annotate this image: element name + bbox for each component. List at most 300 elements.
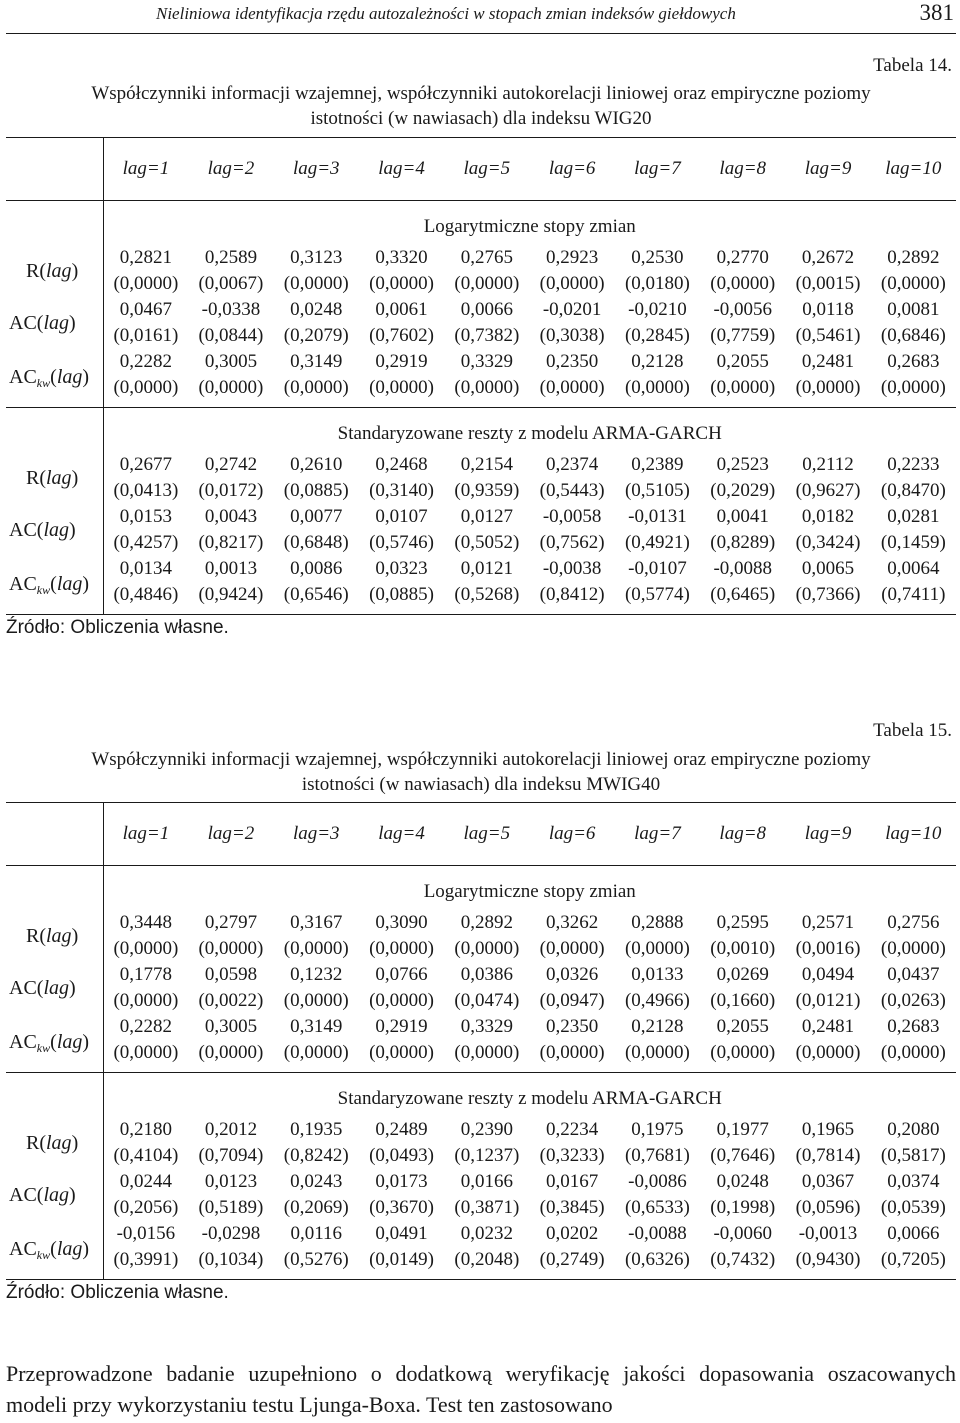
- coefficient-cell: 0,0269: [716, 964, 769, 985]
- lag-header: lag=7: [615, 138, 700, 201]
- coefficient-cell: 0,2756: [887, 912, 940, 933]
- coefficient-cell: 0,2595: [716, 912, 769, 933]
- pvalue-cell: (0,3140): [369, 480, 434, 501]
- coefficient-cell: 0,2154: [460, 454, 513, 475]
- pvalue-cell: (0,0413): [113, 480, 179, 501]
- pvalue-row: [6, 323, 956, 349]
- pvalue-cell: (0,0010): [710, 938, 776, 959]
- pvalue-cell: (0,0000): [113, 273, 179, 294]
- coefficient-cell: 0,0248: [290, 299, 343, 320]
- pvalue-cell: (0,2749): [529, 1247, 614, 1280]
- pvalue-cell: (0,0000): [369, 990, 434, 1011]
- coefficient-cell: 0,2128: [631, 1016, 684, 1037]
- pvalue-cell: (0,6465): [700, 582, 785, 615]
- lag-symbol: lag: [46, 260, 72, 282]
- section-title: Logarytmiczne stopy zmian: [423, 881, 636, 902]
- lag-header: lag=9: [785, 138, 870, 201]
- coefficient-cell: -0,0201: [542, 299, 602, 320]
- coefficient-cell: 0,2234: [546, 1119, 599, 1140]
- table-row: [6, 452, 956, 478]
- coefficient-cell: 0,2919: [375, 1016, 428, 1037]
- pvalue-row: [6, 1040, 956, 1073]
- table-row: [6, 504, 956, 530]
- coefficient-cell: 0,3262: [546, 912, 599, 933]
- pvalue-cell: (0,2069): [283, 1197, 349, 1218]
- pvalue-cell: (0,0493): [369, 1145, 434, 1166]
- coefficient-cell: -0,0056: [713, 299, 773, 320]
- coefficient-cell: -0,0013: [798, 1223, 858, 1244]
- section-row: [6, 408, 956, 453]
- coefficient-cell: 0,2389: [631, 454, 684, 475]
- coefficient-cell: 0,0386: [460, 964, 513, 985]
- coefficient-cell: 0,0043: [204, 506, 258, 527]
- coefficient-cell: 0,2390: [460, 1119, 513, 1140]
- section-title: Standaryzowane reszty z modelu ARMA-GARCH: [337, 423, 722, 444]
- row-label-empty: [6, 408, 103, 453]
- table-row: [6, 349, 956, 375]
- running-title: Nieliniowa identyfikacja rzędu autozależności w stopach zmian indeksów giełdowych: [156, 4, 736, 23]
- pvalue-cell: (0,4257): [113, 532, 179, 553]
- pvalue-cell: (0,0000): [188, 375, 273, 408]
- lag-header: lag=6: [529, 138, 614, 201]
- coefficient-cell: 0,0326: [546, 964, 599, 985]
- pvalue-cell: (0,0016): [795, 938, 861, 959]
- coefficient-cell: 0,2892: [887, 247, 940, 268]
- pvalue-cell: (0,0000): [283, 938, 349, 959]
- lag-header: lag=1: [103, 803, 188, 866]
- pvalue-cell: (0,4921): [624, 532, 690, 553]
- pvalue-cell: (0,0885): [283, 480, 349, 501]
- lag-symbol: lag: [56, 1238, 83, 1260]
- coefficient-cell: 0,2892: [460, 912, 513, 933]
- pvalue-cell: (0,0000): [369, 273, 434, 294]
- row-label: AC(lag): [6, 504, 103, 556]
- coefficient-cell: 0,2530: [631, 247, 684, 268]
- pvalue-cell: (0,0000): [359, 375, 444, 408]
- pvalue-cell: (0,2079): [283, 325, 349, 346]
- pvalue-cell: (0,0000): [615, 1040, 700, 1073]
- pvalue-cell: (0,0000): [624, 938, 690, 959]
- row-label: AC(lag): [6, 962, 103, 1014]
- pvalue-cell: (0,0161): [113, 325, 179, 346]
- pvalue-row: [6, 530, 956, 556]
- pvalue-cell: (0,0015): [795, 273, 861, 294]
- pvalue-cell: (0,0000): [700, 1040, 785, 1073]
- pvalue-cell: (0,0000): [785, 1040, 870, 1073]
- row-label: AC(lag): [6, 1169, 103, 1221]
- lag-header: lag=10: [871, 138, 956, 201]
- caption-line: Współczynniki informacji wzajemnej, współczynniki autokorelacji liniowej oraz empiryczne poziomy: [91, 749, 871, 770]
- table-row: [6, 556, 956, 582]
- coefficient-cell: 0,2012: [204, 1119, 258, 1140]
- pvalue-cell: (0,7432): [700, 1247, 785, 1280]
- pvalue-cell: (0,0000): [880, 938, 946, 959]
- pvalue-cell: (0,9424): [188, 582, 273, 615]
- pvalue-cell: (0,3670): [369, 1197, 434, 1218]
- coefficient-cell: 0,0107: [375, 506, 428, 527]
- coefficient-cell: 0,0061: [375, 299, 428, 320]
- pvalue-cell: (0,0000): [710, 273, 776, 294]
- pvalue-cell: (0,9627): [795, 480, 861, 501]
- coefficient-cell: -0,0088: [628, 1223, 687, 1244]
- pvalue-cell: (0,5105): [624, 480, 690, 501]
- pvalue-cell: (0,6846): [880, 325, 946, 346]
- pvalue-cell: (0,8289): [710, 532, 776, 553]
- pvalue-cell: (0,0000): [880, 273, 946, 294]
- coefficient-cell: 0,0167: [546, 1171, 599, 1192]
- pvalue-row: [6, 1195, 956, 1221]
- table-head: [6, 803, 956, 866]
- pvalue-cell: (0,0067): [198, 273, 264, 294]
- table-row: [6, 910, 956, 936]
- row-label: $AC_{kw}(lag)$: [6, 1014, 103, 1073]
- pvalue-cell: (0,6546): [274, 582, 359, 615]
- coefficient-cell: 0,0077: [290, 506, 343, 527]
- coefficient-cell: 0,2481: [801, 1016, 855, 1037]
- coefficient-cell: -0,0338: [201, 299, 261, 320]
- coefficient-cell: 0,2821: [119, 247, 173, 268]
- section-title: Logarytmiczne stopy zmian: [423, 216, 636, 237]
- pvalue-cell: (0,7366): [785, 582, 870, 615]
- coefficient-cell: 0,0118: [802, 299, 854, 320]
- lag-symbol: lag: [43, 519, 70, 541]
- coefficient-cell: -0,0038: [542, 558, 602, 579]
- pvalue-cell: (0,0000): [785, 375, 870, 408]
- coefficient-cell: 0,3448: [119, 912, 173, 933]
- coefficient-cell: 0,2282: [119, 351, 173, 372]
- coefficient-cell: -0,0107: [628, 558, 687, 579]
- coefficient-cell: 0,2080: [887, 1119, 940, 1140]
- table-row: [6, 1221, 956, 1247]
- lag-symbol: lag: [46, 925, 72, 947]
- coefficient-cell: 0,3005: [204, 1016, 258, 1037]
- pvalue-cell: (0,4846): [103, 582, 188, 615]
- pvalue-cell: (0,0000): [615, 375, 700, 408]
- row-label-empty: [6, 1073, 103, 1118]
- coefficient-cell: -0,0060: [713, 1223, 773, 1244]
- coefficient-cell: 0,3167: [290, 912, 343, 933]
- lag-header: lag=5: [444, 803, 529, 866]
- lag-header: lag=8: [700, 138, 785, 201]
- pvalue-row: [6, 375, 956, 408]
- table-row: [6, 1014, 956, 1040]
- pvalue-cell: (0,3871): [454, 1197, 520, 1218]
- table-head: [6, 138, 956, 201]
- pvalue-cell: (0,0000): [113, 938, 179, 959]
- pvalue-cell: (0,0000): [539, 273, 605, 294]
- pvalue-cell: (0,0000): [529, 375, 614, 408]
- table-caption: [6, 747, 956, 797]
- lag-symbol: lag: [56, 1031, 83, 1053]
- pvalue-cell: (0,1660): [710, 990, 776, 1011]
- coefficient-cell: -0,0156: [116, 1223, 176, 1244]
- pvalue-cell: (0,7681): [624, 1145, 690, 1166]
- coefficient-cell: 0,0182: [801, 506, 855, 527]
- pvalue-cell: (0,1998): [710, 1197, 776, 1218]
- lag-symbol: lag: [56, 573, 83, 595]
- coefficient-cell: 0,0248: [716, 1171, 769, 1192]
- coefficient-cell: 0,3329: [460, 351, 513, 372]
- coefficient-cell: 0,2765: [460, 247, 513, 268]
- pvalue-cell: (0,7205): [871, 1247, 956, 1280]
- caption-line: istotności (w nawiasach) dla indeksu MWIG40: [301, 774, 661, 795]
- lag-header: lag=5: [444, 138, 529, 201]
- pvalue-cell: (0,5189): [198, 1197, 264, 1218]
- coefficient-cell: 0,2677: [119, 454, 173, 475]
- section-row: [6, 866, 956, 911]
- pvalue-cell: (0,0172): [198, 480, 264, 501]
- pvalue-row: [6, 1247, 956, 1280]
- running-header: [6, 0, 956, 34]
- pvalue-cell: (0,5461): [795, 325, 861, 346]
- pvalue-row: [6, 582, 956, 615]
- pvalue-cell: (0,5817): [880, 1145, 946, 1166]
- section-row: [6, 201, 956, 246]
- coefficient-cell: 0,0064: [887, 558, 940, 579]
- lag-header: lag=2: [188, 138, 273, 201]
- coefficient-cell: 0,0374: [887, 1171, 940, 1192]
- pvalue-cell: (0,0000): [369, 938, 434, 959]
- coefficient-cell: 0,2919: [375, 351, 428, 372]
- pvalue-cell: (0,7759): [710, 325, 776, 346]
- pvalue-cell: (0,6326): [615, 1247, 700, 1280]
- pvalue-cell: (0,8217): [198, 532, 264, 553]
- pvalue-cell: (0,7646): [710, 1145, 776, 1166]
- coefficient-cell: -0,0086: [628, 1171, 687, 1192]
- pvalue-cell: (0,3038): [539, 325, 605, 346]
- subscript: kw: [36, 376, 51, 390]
- coefficient-cell: 0,2055: [716, 351, 769, 372]
- section-row: [6, 1073, 956, 1118]
- coefficient-cell: 0,0202: [546, 1223, 599, 1244]
- pvalue-cell: (0,9359): [454, 480, 520, 501]
- coefficient-cell: 0,2888: [631, 912, 684, 933]
- row-label: $AC_{kw}(lag)$: [6, 1221, 103, 1280]
- pvalue-cell: (0,5746): [369, 532, 434, 553]
- pvalue-cell: (0,0000): [871, 1040, 956, 1073]
- coefficient-cell: 0,2350: [546, 351, 599, 372]
- pvalue-cell: (0,6848): [283, 532, 349, 553]
- lag-header: lag=2: [188, 803, 273, 866]
- pvalue-cell: (0,0000): [283, 273, 349, 294]
- pvalue-cell: (0,8242): [283, 1145, 349, 1166]
- coefficient-cell: 0,2683: [887, 351, 940, 372]
- pvalue-cell: (0,0022): [198, 990, 264, 1011]
- lag-header: lag=3: [274, 803, 359, 866]
- coefficient-cell: 0,3149: [290, 351, 343, 372]
- coefficient-cell: 0,0323: [375, 558, 428, 579]
- pvalue-cell: (0,7562): [539, 532, 605, 553]
- pvalue-cell: (0,1459): [880, 532, 946, 553]
- coefficient-cell: 0,0116: [290, 1223, 343, 1244]
- pvalue-cell: (0,5276): [274, 1247, 359, 1280]
- pvalue-cell: (0,8470): [880, 480, 946, 501]
- pvalue-cell: (0,8412): [529, 582, 614, 615]
- page-number: 381: [919, 0, 954, 25]
- subscript: kw: [36, 1248, 51, 1262]
- pvalue-cell: (0,4104): [113, 1145, 179, 1166]
- pvalue-cell: (0,0263): [880, 990, 946, 1011]
- coefficient-cell: 0,2350: [546, 1016, 599, 1037]
- pvalue-row: [6, 478, 956, 504]
- coefficient-cell: 0,2610: [290, 454, 343, 475]
- pvalue-cell: (0,0180): [624, 273, 690, 294]
- coefficient-cell: 0,2672: [801, 247, 855, 268]
- pvalue-row: [6, 988, 956, 1014]
- coefficient-cell: 0,0243: [290, 1171, 343, 1192]
- coefficient-cell: 0,3149: [290, 1016, 343, 1037]
- pvalue-cell: (0,5774): [615, 582, 700, 615]
- coefficient-cell: 0,2571: [801, 912, 855, 933]
- row-label: $AC_{kw}(lag)$: [6, 349, 103, 408]
- coefficient-cell: 0,1975: [631, 1119, 684, 1140]
- pvalue-cell: (0,7094): [198, 1145, 264, 1166]
- coefficient-cell: -0,0298: [201, 1223, 261, 1244]
- table-source: Źródło: Obliczenia własne.: [6, 617, 229, 638]
- pvalue-cell: (0,2029): [710, 480, 776, 501]
- pvalue-cell: (0,0000): [274, 375, 359, 408]
- pvalue-cell: (0,0000): [454, 938, 520, 959]
- table-row: [6, 245, 956, 271]
- coefficient-cell: 0,0166: [460, 1171, 513, 1192]
- coefficient-cell: 0,2770: [716, 247, 769, 268]
- coefficient-cell: 0,0437: [887, 964, 940, 985]
- pvalue-cell: (0,3233): [539, 1145, 605, 1166]
- coefficient-cell: 0,2481: [801, 351, 855, 372]
- caption-line: Współczynniki informacji wzajemnej, współczynniki autokorelacji liniowej oraz empiryczne poziomy: [91, 83, 871, 104]
- pvalue-cell: (0,0000): [700, 375, 785, 408]
- pvalue-cell: (0,5443): [539, 480, 605, 501]
- coefficient-cell: 0,2523: [716, 454, 769, 475]
- pvalue-cell: (0,3424): [795, 532, 861, 553]
- coefficient-cell: 0,2374: [546, 454, 599, 475]
- coefficient-cell: 0,0081: [887, 299, 940, 320]
- coefficient-cell: 0,0153: [119, 506, 173, 527]
- row-label: R(lag): [6, 910, 103, 962]
- pvalue-cell: (0,0000): [444, 1040, 529, 1073]
- row-label: R(lag): [6, 452, 103, 504]
- pvalue-cell: (0,0000): [103, 1040, 188, 1073]
- row-label: AC(lag): [6, 297, 103, 349]
- coefficient-cell: 0,0121: [460, 558, 513, 579]
- header-corner: [6, 803, 103, 866]
- coefficient-cell: 0,0173: [375, 1171, 428, 1192]
- pvalue-cell: (0,1034): [188, 1247, 273, 1280]
- coefficient-cell: 0,0086: [290, 558, 343, 579]
- pvalue-cell: (0,3991): [103, 1247, 188, 1280]
- pvalue-row: [6, 1143, 956, 1169]
- pvalue-cell: (0,9430): [785, 1247, 870, 1280]
- lag-symbol: lag: [56, 366, 83, 388]
- table-row: [6, 297, 956, 323]
- coefficient-cell: 0,2742: [204, 454, 258, 475]
- header-row: [6, 138, 956, 201]
- pvalue-cell: (0,0844): [198, 325, 264, 346]
- coefficient-cell: 0,3123: [290, 247, 343, 268]
- row-label: $AC_{kw}(lag)$: [6, 556, 103, 615]
- pvalue-cell: (0,0000): [871, 375, 956, 408]
- pvalue-row: [6, 271, 956, 297]
- coefficient-cell: 0,0766: [375, 964, 428, 985]
- row-label: R(lag): [6, 245, 103, 297]
- body-paragraph: Przeprowadzone badanie uzupełniono o dodatkową weryfikację jakości dopasowania oszacowanych modeli przy wykorzystaniu testu Ljunga-Boxa. Test ten zastosowano: [6, 1361, 956, 1417]
- lag-symbol: lag: [46, 467, 72, 489]
- coefficient-cell: 0,0281: [887, 506, 940, 527]
- coefficient-cell: 0,0598: [204, 964, 258, 985]
- coefficient-cell: 0,2233: [887, 454, 940, 475]
- pvalue-cell: (0,0149): [359, 1247, 444, 1280]
- pvalue-cell: (0,1237): [454, 1145, 520, 1166]
- header-corner: [6, 138, 103, 201]
- coefficient-cell: 0,3005: [204, 351, 258, 372]
- lag-header: lag=1: [103, 138, 188, 201]
- pvalue-cell: (0,2048): [444, 1247, 529, 1280]
- coefficient-cell: 0,1778: [119, 964, 173, 985]
- pvalue-cell: (0,5268): [444, 582, 529, 615]
- coefficient-cell: 0,3329: [460, 1016, 513, 1037]
- coefficient-cell: 0,2468: [375, 454, 428, 475]
- lag-symbol: lag: [43, 977, 70, 999]
- pvalue-cell: (0,0000): [198, 938, 264, 959]
- lag-header: lag=9: [785, 803, 870, 866]
- table-body: [6, 866, 956, 1280]
- pvalue-cell: (0,0000): [103, 375, 188, 408]
- coefficient-cell: 0,3090: [375, 912, 428, 933]
- coefficient-cell: 0,2180: [119, 1119, 173, 1140]
- pvalue-cell: (0,3845): [539, 1197, 605, 1218]
- coefficient-cell: -0,0210: [628, 299, 687, 320]
- table-row: [6, 962, 956, 988]
- data-table: [6, 802, 956, 1280]
- lag-symbol: lag: [43, 1184, 70, 1206]
- pvalue-cell: (0,0000): [274, 1040, 359, 1073]
- caption-line: istotności (w nawiasach) dla indeksu WIG20: [310, 108, 652, 129]
- lag-header: lag=3: [274, 138, 359, 201]
- coefficient-cell: 0,1232: [290, 964, 343, 985]
- table-label: Tabela 14.: [873, 55, 952, 76]
- lag-symbol: lag: [43, 312, 70, 334]
- subscript: kw: [36, 583, 51, 597]
- table-label: Tabela 15.: [873, 720, 952, 741]
- coefficient-cell: 0,0065: [801, 558, 855, 579]
- pvalue-cell: (0,7411): [871, 582, 956, 615]
- coefficient-cell: 0,0244: [119, 1171, 173, 1192]
- coefficient-cell: 0,1965: [801, 1119, 855, 1140]
- pvalue-cell: (0,2845): [624, 325, 690, 346]
- pvalue-cell: (0,0539): [880, 1197, 946, 1218]
- pvalue-cell: (0,5052): [454, 532, 520, 553]
- coefficient-cell: 0,2589: [204, 247, 258, 268]
- pvalue-cell: (0,0000): [359, 1040, 444, 1073]
- coefficient-cell: -0,0088: [713, 558, 773, 579]
- coefficient-cell: 0,2282: [119, 1016, 173, 1037]
- pvalue-cell: (0,0000): [444, 375, 529, 408]
- row-label: R(lag): [6, 1117, 103, 1169]
- coefficient-cell: 0,2797: [204, 912, 258, 933]
- coefficient-cell: 0,0041: [716, 506, 769, 527]
- coefficient-cell: 0,2112: [802, 454, 854, 475]
- data-table: [6, 137, 956, 615]
- pvalue-cell: (0,6533): [624, 1197, 690, 1218]
- lag-header: lag=4: [359, 803, 444, 866]
- lag-header: lag=7: [615, 803, 700, 866]
- row-label-empty: [6, 201, 103, 246]
- lag-header: lag=10: [871, 803, 956, 866]
- table-row: [6, 1117, 956, 1143]
- coefficient-cell: 0,0491: [375, 1223, 428, 1244]
- coefficient-cell: 0,0127: [460, 506, 513, 527]
- pvalue-cell: (0,2056): [113, 1197, 179, 1218]
